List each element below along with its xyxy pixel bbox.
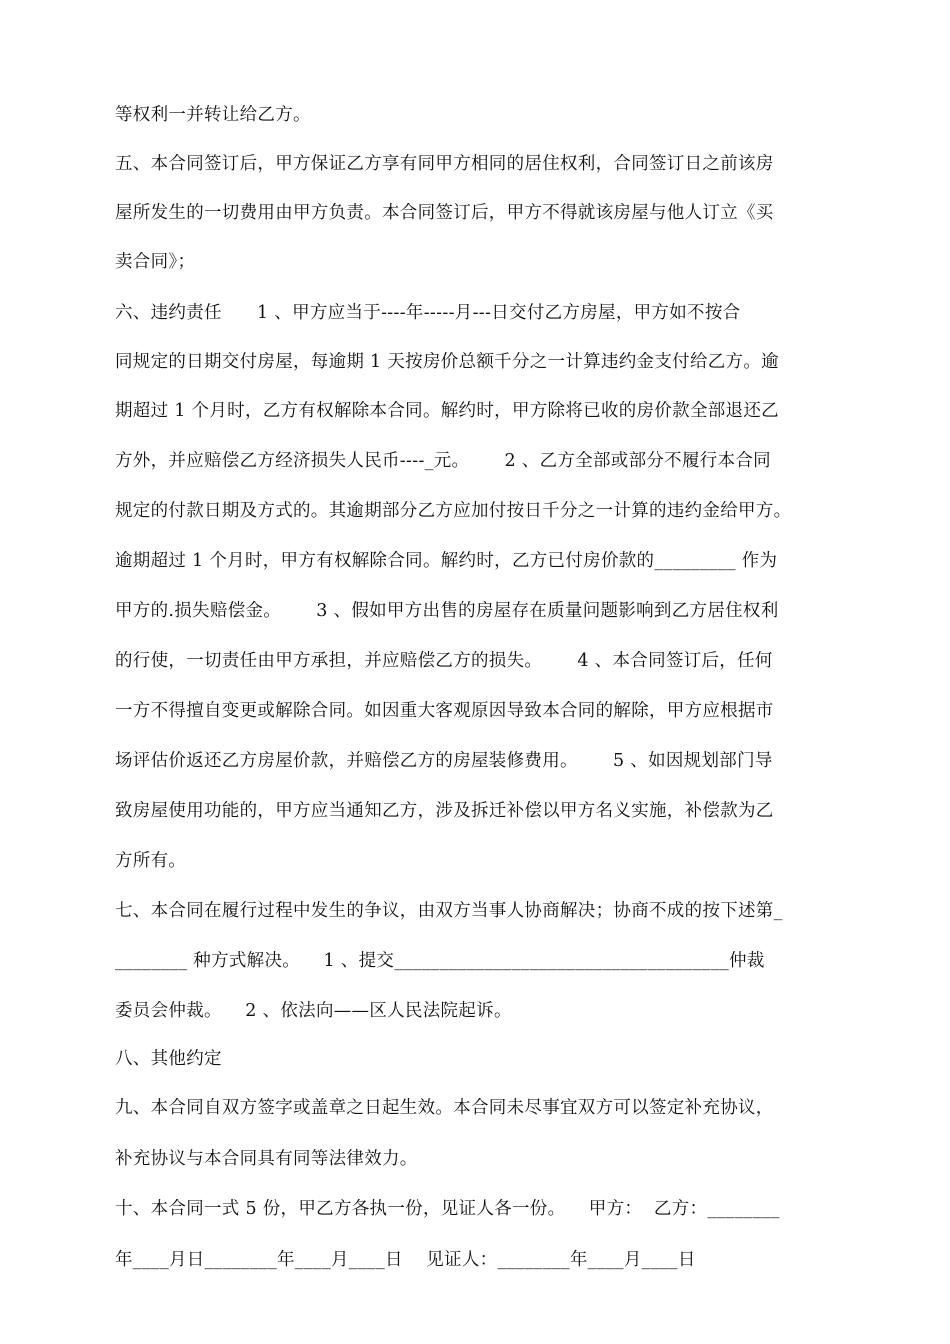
text-line-12: 的行使，一切责任由甲方承担，并应赔偿乙方的损失。 4 、本合同签订后，任何: [115, 651, 773, 671]
text-line-1: 等权利一并转让给乙方。: [115, 105, 311, 125]
text-line-23: 十、本合同一式 5 份，甲乙方各执一份，见证人各一份。 甲方： 乙方：________: [115, 1199, 780, 1219]
text-line-19: 委员会仲裁。 2 、依法向——区人民法院起诉。: [115, 1001, 512, 1021]
text-line-22: 补充协议与本合同具有同等法律效力。: [115, 1149, 418, 1169]
text-line-24: 年____月日________年____月____日 见证人：________年____月____日: [115, 1250, 696, 1270]
text-line-3: 屋所发生的一切费用由甲方负责。本合同签订后，甲方不得就该房屋与他人订立《买: [115, 203, 774, 223]
text-line-8: 方外，并应赔偿乙方经济损失人民币----_元。 2 、乙方全部或部分不履行本合同: [115, 451, 771, 471]
text-line-17: 七、本合同在履行过程中发生的争议，由双方当事人协商解决；协商不成的按下述第_: [115, 901, 783, 921]
text-line-20: 八、其他约定: [115, 1049, 222, 1069]
text-line-5: 六、违约责任 1 、甲方应当于----年-----月---日交付乙方房屋，甲方如不按合: [115, 303, 741, 323]
text-line-11: 甲方的.损失赔偿金。 3 、假如甲方出售的房屋存在质量问题影响到乙方居住权利: [115, 601, 779, 621]
text-line-4: 卖合同》；: [115, 252, 196, 272]
text-line-13: 一方不得擅自变更或解除合同。如因重大客观原因导致本合同的解除，甲方应根据市: [115, 701, 774, 721]
text-line-18: ________ 种方式解决。 1 、提交_____________________________________仲裁: [115, 951, 765, 971]
text-line-15: 致房屋使用功能的，甲方应当通知乙方，涉及拆迁补偿以甲方名义实施，补偿款为乙: [115, 801, 774, 821]
text-line-9: 规定的付款日期及方式的。其逾期部分乙方应加付按日千分之一计算的违约金给甲方。: [115, 501, 792, 521]
text-line-16: 方所有。: [115, 851, 187, 871]
text-line-21: 九、本合同自双方签字或盖章之日起生效。本合同未尽事宜双方可以签定补充协议，: [115, 1098, 774, 1118]
text-line-10: 逾期超过 1 个月时，甲方有权解除合同。解约时，乙方已付房价款的_________ 作为: [115, 551, 778, 571]
text-line-6: 同规定的日期交付房屋，每逾期 1 天按房价总额千分之一计算违约金支付给乙方。逾: [115, 352, 779, 372]
text-line-14: 场评估价返还乙方房屋价款，并赔偿乙方的房屋装修费用。 5 、如因规划部门导: [115, 751, 773, 771]
text-line-2: 五、本合同签订后，甲方保证乙方享有同甲方相同的居住权利，合同签订日之前该房: [115, 154, 774, 174]
text-line-7: 期超过 1 个月时，乙方有权解除本合同。解约时，甲方除将已收的房价款全部退还乙: [115, 401, 779, 421]
